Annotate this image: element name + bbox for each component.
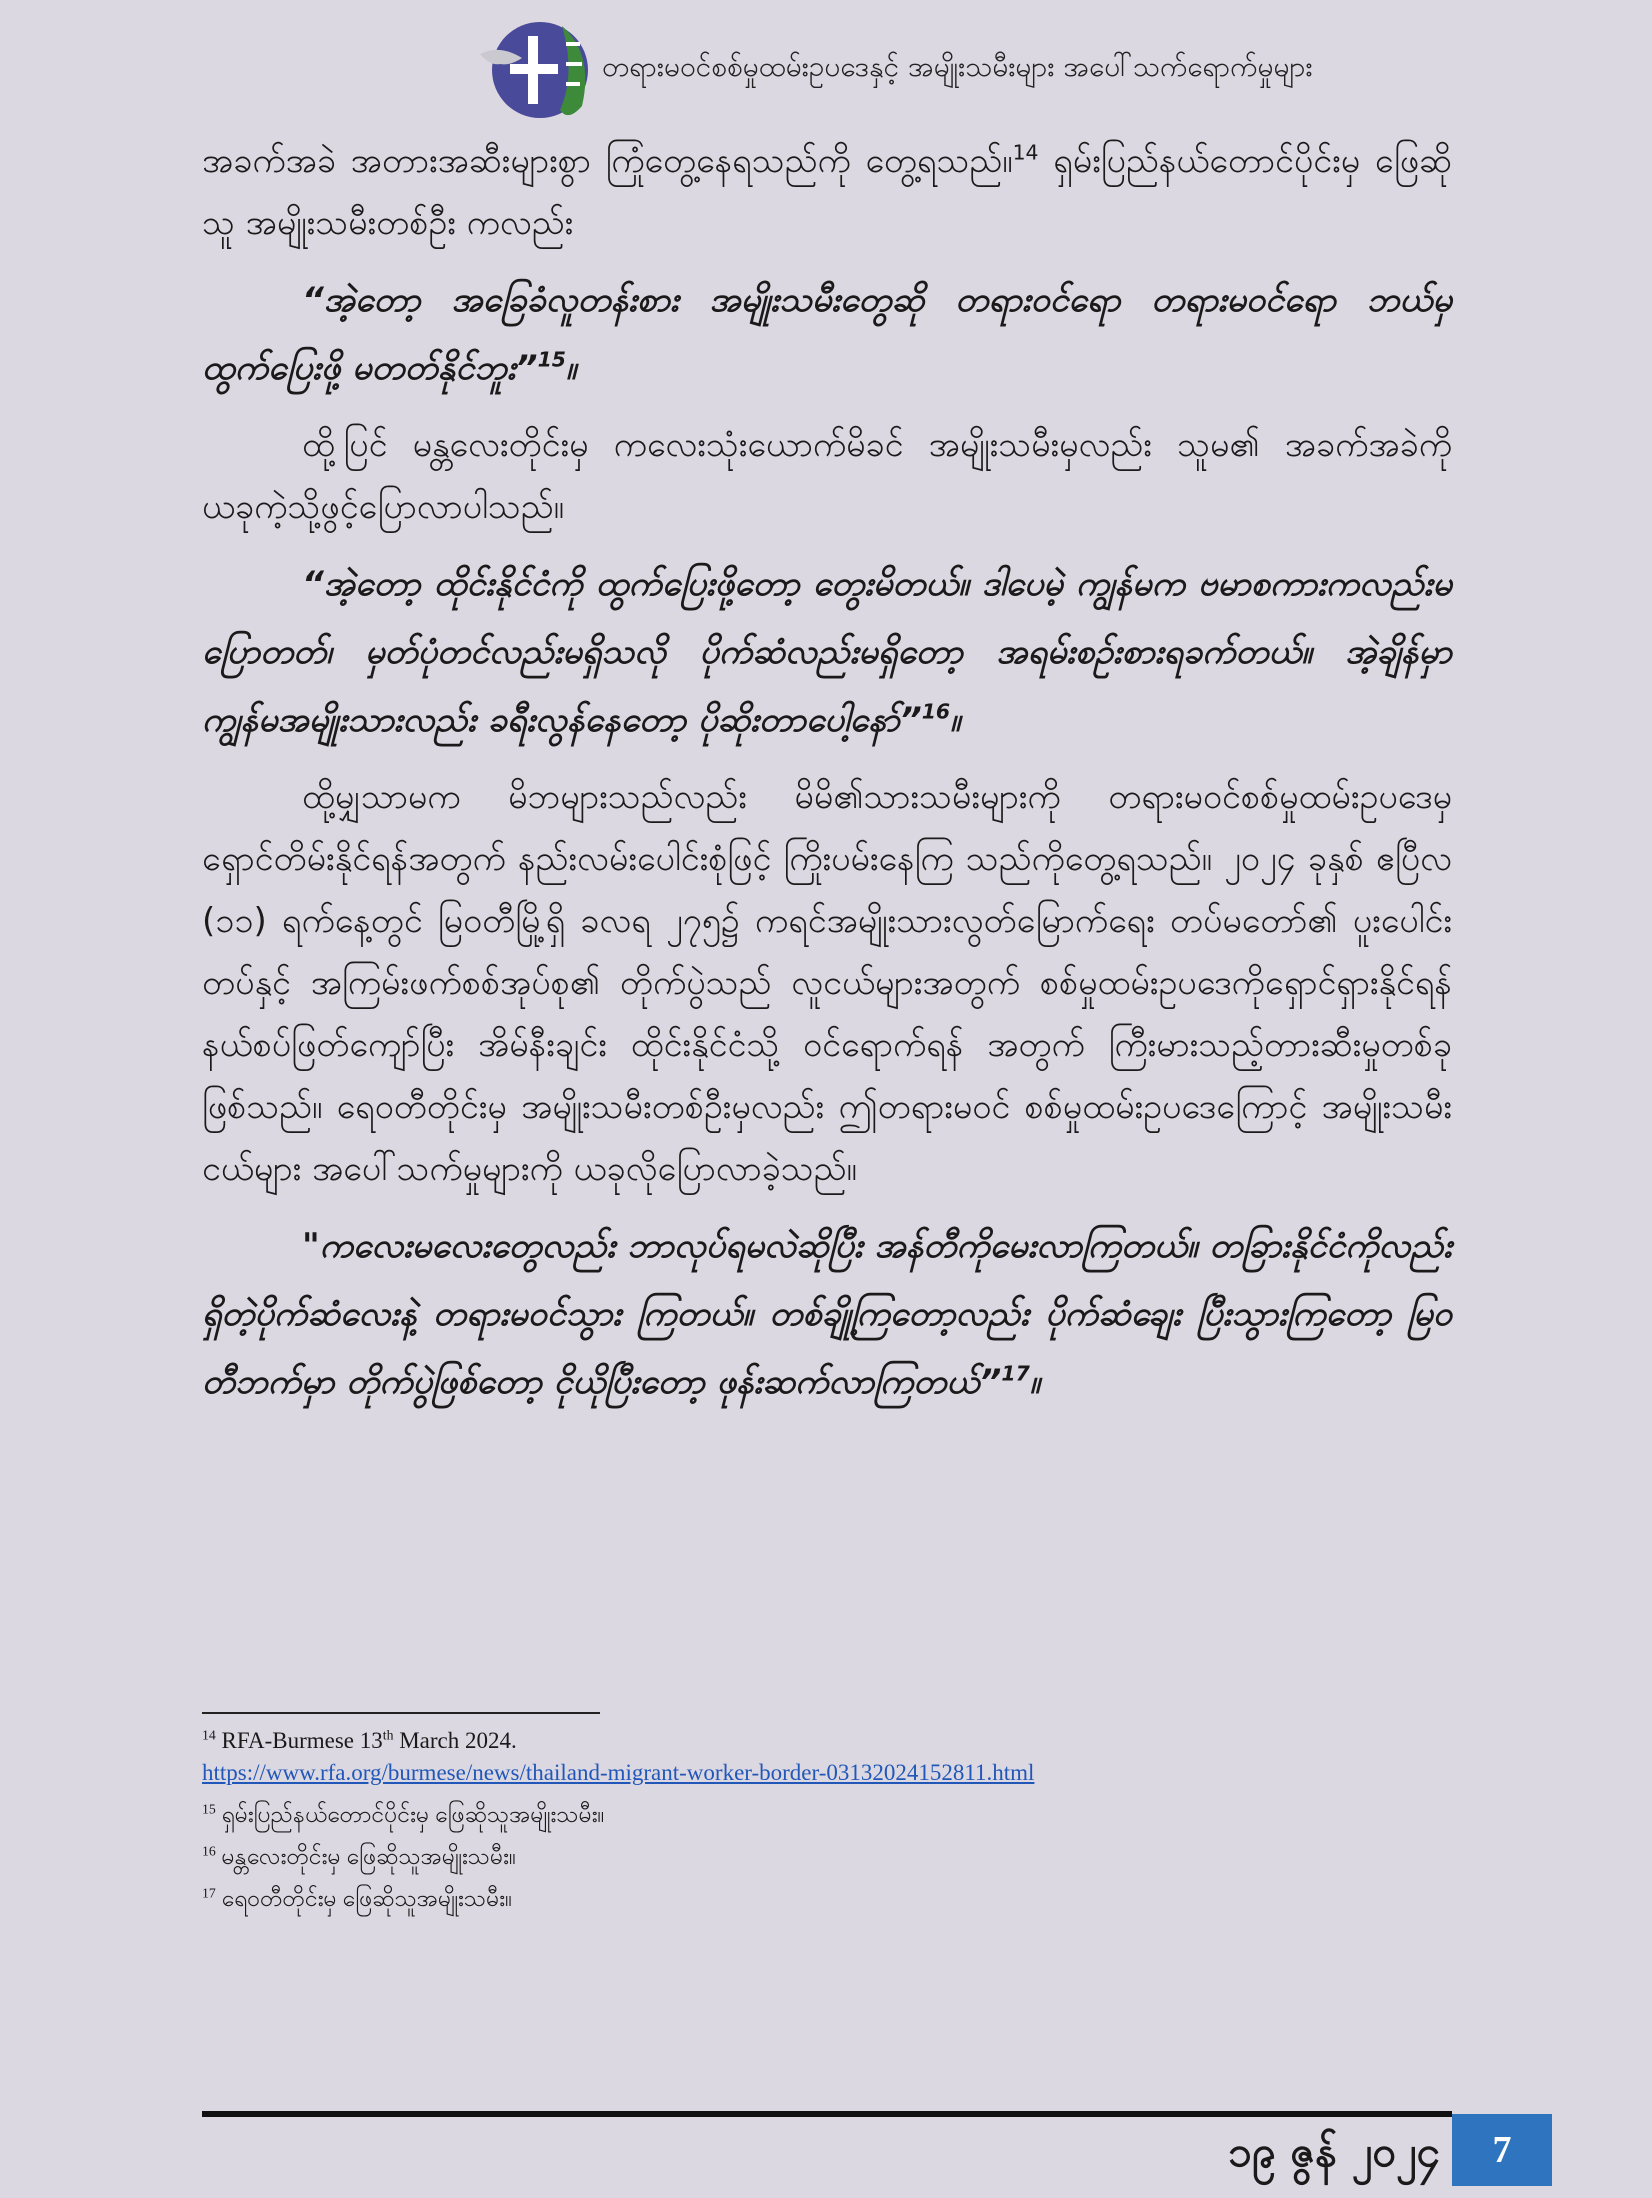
paragraph: ထို့ပြင် မန္တလေးတိုင်းမှ ကလေးသုံးယောက်မိခင် အမျိုးသမီးမှလည်း သူမ၏ အခက်အခဲကို ယခုကဲ့သို့ဖွင့်ပြောလာပါသည်။ <box>202 425 1452 527</box>
footnote-ordinal: th <box>382 1727 394 1743</box>
footnote-number: 17 <box>202 1885 216 1901</box>
quote-text: "ကလေးမလေးတွေလည်း ဘာလုပ်ရမလဲဆိုပြီး အန်တီကိုမေးလာကြတယ်။ တခြားနိုင်ငံကိုလည်း ရှိတဲ့ပိုက်ဆံလေးနဲ့ တရားမဝင်သွား ကြတယ်။ တစ်ချို့ကြတော့လည်း ပိုက်ဆံချေး ပြီးသွားကြတော့ မြဝတီဘက်မှာ တိုက်ပွဲဖြစ်တော့ ငိုယိုပြီးတော့ ဖုန်းဆက်လာကြတယ်” <box>202 1226 1452 1402</box>
paragraph <box>202 130 1452 254</box>
footnote-text: ရေဝတီတိုင်းမှ ဖြေဆိုသူအမျိုးသမီး။ <box>221 1886 513 1911</box>
footnote-ref[interactable]: 16 <box>921 699 951 724</box>
quote-end: ။ <box>950 700 961 740</box>
footnote-text: RFA-Burmese 13 <box>221 1728 383 1753</box>
footnote-ref[interactable]: 14 <box>1012 140 1039 165</box>
footnote-text: ရှမ်းပြည်နယ်တောင်ပိုင်းမှ ဖြေဆိုသူအမျိုးသမီး။ <box>221 1802 605 1827</box>
footer-date: ၁၉ ဇွန် ၂၀၂၄ <box>1228 2127 1440 2176</box>
footnote-link[interactable]: https://www.rfa.org/burmese/news/thailand-migrant-worker-border-03132024152811.html <box>202 1760 1035 1785</box>
main-content <box>202 130 1452 1428</box>
quote-text: “အဲ့တော့ ထိုင်းနိုင်ငံကို ထွက်ပြေးဖို့တော့ တွေးမိတယ်။ ဒါပေမဲ့ ကျွန်မက ဗမာစကားကလည်းမပြောတတ်၊ မှတ်ပုံတင်လည်းမရှိသလို ပိုက်ဆံလည်းမရှိတော့ အရမ်းစဉ်းစားရခက်တယ်။ အဲ့ချိန်မှာ ကျွန်မအမျိုးသားလည်း ခရီးလွန်နေတော့ ပိုဆိုးတာပေါ့နော်” <box>202 564 1452 740</box>
footnote-16 <box>202 1841 1452 1873</box>
paragraph-text: ရှမ်းပြည်နယ်တောင်ပိုင်းမှ ဖြေဆိုသူ အမျိုးသမီးတစ်ဦး ကလည်း <box>202 141 1452 243</box>
footnote-17 <box>202 1883 1452 1915</box>
quote-end: ။ <box>565 348 577 388</box>
footnote-number: 15 <box>202 1801 216 1817</box>
page-number: 7 <box>1452 2114 1552 2186</box>
footer-divider <box>202 2111 1452 2117</box>
quote <box>202 266 1452 402</box>
paragraph-text: အခက်အခဲ အတားအဆီးများစွာ ကြုံတွေ့နေရသည်ကို တွေ့ရသည်။ <box>202 141 1013 181</box>
footnote-number: 16 <box>202 1843 216 1859</box>
footnote-14 <box>202 1725 1452 1789</box>
footnote-divider <box>202 1712 600 1714</box>
quote <box>202 550 1452 754</box>
organization-logo-icon <box>470 14 600 124</box>
footnote-ref[interactable]: 17 <box>1001 1361 1030 1386</box>
footnotes <box>202 1725 1452 1925</box>
quote-end: ။ <box>1029 1362 1041 1402</box>
page-header <box>470 14 1470 124</box>
quote-text: “အဲ့တော့ အခြေခံလူတန်းစား အမျိုးသမီးတွေဆို တရားဝင်ရော တရားမဝင်ရော ဘယ်မှထွက်ပြေးဖို့ မတတ်နိုင်ဘူး” <box>202 280 1452 388</box>
footnote-ref[interactable]: 15 <box>537 347 566 372</box>
footnote-15 <box>202 1799 1452 1831</box>
paragraph: ထို့မျှသာမက မိဘများသည်လည်း မိမိ၏သားသမီးများကို တရားမဝင်စစ်မှုထမ်းဥပဒေမှ ရှောင်တိမ်းနိုင်ရန်အတွက် နည်းလမ်းပေါင်းစုံဖြင့် ကြိုးပမ်းနေကြ သည်ကိုတွေ့ရသည်။ ၂၀၂၄ ခုနှစ် ဧပြီလ (၁၁) ရက်နေ့တွင် မြဝတီမြို့ရှိ ခလရ ၂၇၅၌ ကရင်အမျိုးသားလွတ်မြောက်ရေး တပ်မတော်၏ ပူးပေါင်းတပ်နှင့် အကြမ်းဖက်စစ်အုပ်စု၏ တိုက်ပွဲသည် လူငယ်များအတွက် စစ်မှုထမ်းဥပဒေကိုရှောင်ရှားနိုင်ရန် နယ်စပ်ဖြတ်ကျော်ပြီး အိမ်နီးချင်း ထိုင်းနိုင်ငံသို့ ဝင်ရောက်ရန် အတွက် ကြီးမားသည့်တားဆီးမှုတစ်ခုဖြစ်သည်။ ရေဝတီတိုင်းမှ အမျိုးသမီးတစ်ဦးမှလည်း ဤတရားမဝင် စစ်မှုထမ်းဥပဒေကြောင့် အမျိုးသမီးငယ်များ အပေါ်သက်မှုများကို ယခုလိုပြောလာခဲ့သည်။ <box>202 777 1452 1189</box>
footnote-number: 14 <box>202 1727 216 1743</box>
quote <box>202 1212 1452 1416</box>
footnote-text: March 2024. <box>393 1728 517 1753</box>
footnote-text: မန္တလေးတိုင်းမှ ဖြေဆိုသူအမျိုးသမီး။ <box>221 1844 516 1869</box>
header-title: တရားမဝင်စစ်မှုထမ်းဥပဒေနှင့် အမျိုးသမီးများ အပေါ်သက်ရောက်မှုများ <box>602 50 1313 83</box>
